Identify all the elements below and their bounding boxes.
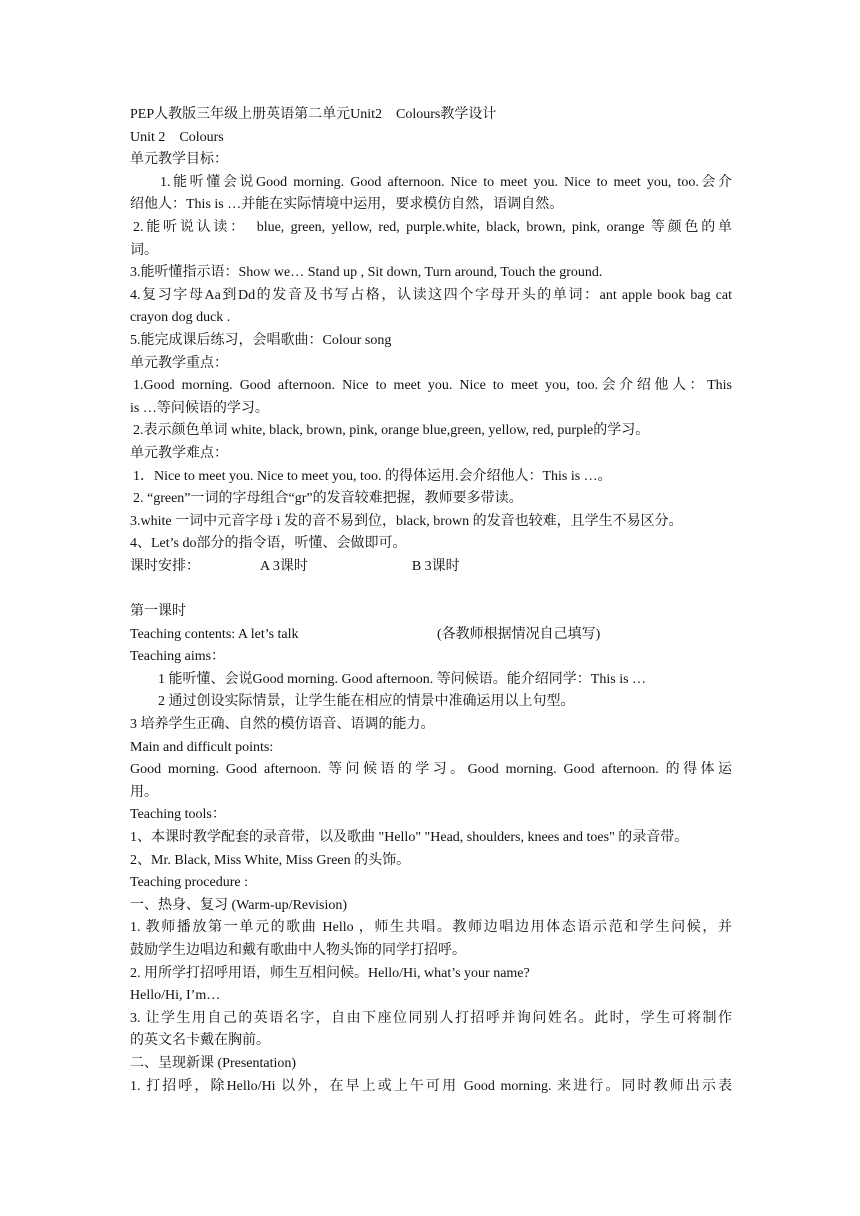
- goal-line: 5.能完成课后练习，会唱歌曲：Colour song: [130, 332, 392, 348]
- difficulty-line: 2. “green”一词的字母组合“gr”的发音较难把握，教师要多带读。: [133, 491, 523, 507]
- goal-line: crayon dog duck .: [130, 310, 231, 326]
- procedure-line: 鼓励学生边唱边和戴有歌曲中人物头饰的同学打招呼。: [130, 942, 466, 958]
- difficulty-line: 4、Let’s do部分的指令语，听懂、会做即可。: [130, 536, 407, 552]
- lesson-heading: 第一课时: [130, 604, 186, 620]
- tools-heading: Teaching tools：: [130, 807, 226, 823]
- schedule-label: 课时安排：: [130, 558, 200, 574]
- aim-line: 3 培养学生正确、自然的模仿语音、语调的能力。: [130, 717, 435, 733]
- key-point-line: 1.Good morning. Good afternoon. Nice to meet you. Nice to meet you, too.会介绍他人：This: [133, 378, 732, 394]
- teaching-contents: Teaching contents: A let’s talk: [130, 626, 299, 642]
- procedure-line: 2. 用所学打招呼用语，师生互相问候。Hello/Hi, what’s your name?: [130, 965, 530, 981]
- main-points-line: Good morning. Good afternoon. 等问候语的学习。Good morning. Good afternoon. 的得体运: [130, 762, 732, 778]
- schedule-a: A 3课时: [260, 558, 308, 574]
- teaching-contents-line: [130, 624, 732, 647]
- difficulty-line: 3.white 一词中元音字母 i 发的音不易到位，black, brown 的发音也较难，且学生不易区分。: [130, 513, 683, 529]
- procedure-heading: Teaching procedure :: [130, 875, 248, 891]
- teaching-contents-note: (各教师根据情况自己填写): [437, 626, 601, 642]
- goal-line: 2.能听说认读： blue, green, yellow, red, purple.white, black, brown, pink, orange 等颜色的单: [133, 219, 732, 235]
- main-points-heading: Main and difficult points:: [130, 739, 274, 755]
- tools-line: 2、Mr. Black, Miss White, Miss Green 的头饰。: [130, 852, 411, 868]
- doc-title: PEP人教版三年级上册英语第二单元Unit2 Colours教学设计: [130, 107, 497, 122]
- schedule-b: B 3课时: [411, 558, 460, 574]
- procedure-step-heading: 一、热身、复习 (Warm-up/Revision): [130, 897, 348, 913]
- blank-line: [130, 578, 732, 601]
- procedure-step-heading: 二、呈现新课 (Presentation): [130, 1055, 297, 1071]
- goal-line: 1.能听懂会说Good morning. Good afternoon. Nice to meet you. Nice to meet you, too.会介: [160, 174, 732, 190]
- procedure-line: Hello/Hi, I’m…: [130, 988, 221, 1004]
- procedure-line: 1. 教师播放第一单元的歌曲 Hello ，师生共唱。教师边唱边用体态语示范和学生问候，并: [130, 920, 732, 936]
- procedure-line: 3. 让学生用自己的英语名字，自由下座位同别人打招呼并询问姓名。此时，学生可将制作: [130, 1010, 732, 1026]
- aims-heading: Teaching aims：: [130, 649, 226, 665]
- unit-heading: Unit 2 Colours: [130, 129, 224, 145]
- procedure-line: 1. 打招呼，除Hello/Hi 以外，在早上或上午可用 Good morning. 来进行。同时教师出示表: [130, 1078, 732, 1094]
- section-heading-key-points: 单元教学重点：: [130, 355, 228, 371]
- schedule-line: [130, 556, 732, 579]
- goal-line: 4.复习字母Aa到Dd的发音及书写占格，认读这四个字母开头的单词：ant apple book bag cat: [130, 287, 732, 303]
- section-heading-goals: 单元教学目标：: [130, 152, 228, 168]
- goal-line: 3.能听懂指示语：Show we… Stand up , Sit down, Turn around, Touch the ground.: [130, 265, 603, 281]
- procedure-line: 的英文名卡戴在胸前。: [130, 1033, 270, 1049]
- tools-line: 1、本课时教学配套的录音带，以及歌曲 "Hello" "Head, shoulders, knees and toes" 的录音带。: [130, 830, 689, 845]
- aim-line: 2 通过创设实际情景，让学生能在相应的情景中准确运用以上句型。: [158, 694, 575, 710]
- key-point-line: is …等问候语的学习。: [130, 400, 269, 416]
- aim-line: 1 能听懂、会说Good morning. Good afternoon. 等问候语。能介绍同学：This is …: [158, 671, 647, 687]
- section-heading-difficulties: 单元教学难点：: [130, 445, 228, 461]
- key-point-line: 2.表示颜色单词 white, black, brown, pink, orange blue,green, yellow, red, purple的学习。: [133, 423, 650, 439]
- difficulty-line: 1．Nice to meet you. Nice to meet you, too. 的得体运用.会介绍他人：This is …。: [133, 468, 612, 484]
- goal-line: 词。: [130, 242, 158, 258]
- goal-line: 绍他人：This is …并能在实际情境中运用，要求模仿自然，语调自然。: [130, 197, 564, 213]
- main-points-line: 用。: [130, 784, 158, 800]
